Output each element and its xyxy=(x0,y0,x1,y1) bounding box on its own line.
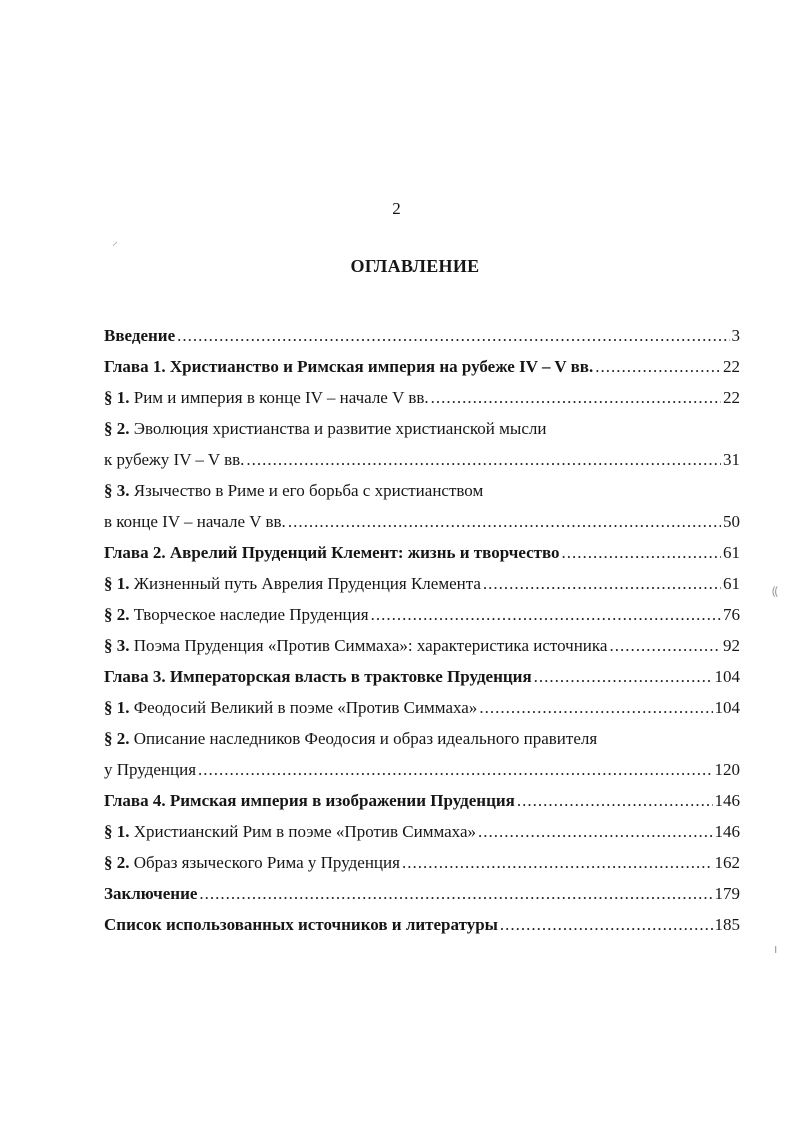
toc-entry-bibliography[interactable] xyxy=(104,909,740,940)
section-mark: § 2. xyxy=(104,729,130,748)
toc-leader-dots xyxy=(479,692,712,723)
section-mark: § 2. xyxy=(104,605,130,624)
toc-entry-introduction[interactable] xyxy=(104,320,740,351)
toc-entry-title: Эволюция христианства и развитие христианской мысли xyxy=(133,419,547,438)
toc-entry-page: 162 xyxy=(714,853,740,872)
toc-entry-title: Введение xyxy=(104,326,176,345)
toc-entry-chapter-1[interactable] xyxy=(104,351,740,382)
section-mark: § 3. xyxy=(104,636,130,655)
toc-entry-section-2-2[interactable] xyxy=(104,599,740,630)
toc-leader-dots xyxy=(562,537,721,568)
toc-entry-page: 120 xyxy=(714,760,740,779)
toc-leader-dots xyxy=(371,599,721,630)
toc-entry-page: 61 xyxy=(723,543,740,562)
toc-entry-page: 22 xyxy=(723,388,740,407)
toc-leader-dots xyxy=(246,444,721,475)
section-mark: § 2. xyxy=(104,853,130,872)
toc-entry-chapter-3[interactable] xyxy=(104,661,740,692)
toc-entry-conclusion[interactable] xyxy=(104,878,740,909)
toc-entry-page: 146 xyxy=(714,791,740,810)
section-mark: § 1. xyxy=(104,388,130,407)
toc-entry-page: 104 xyxy=(714,698,740,717)
toc-entry-title: Глава 1. Христианство и Римская империя на рубеже IV – V вв. xyxy=(104,357,594,376)
toc-entry-page: 3 xyxy=(731,326,740,345)
toc-entry-page: 104 xyxy=(714,667,740,686)
toc-leader-dots xyxy=(534,661,713,692)
toc-entry-title-continuation: к рубежу IV – V вв. xyxy=(104,450,245,469)
toc-title: ОГЛАВЛЕНИЕ xyxy=(350,256,480,276)
toc-entry-chapter-4[interactable] xyxy=(104,785,740,816)
toc-leader-dots xyxy=(609,630,721,661)
toc-leader-dots xyxy=(431,382,721,413)
toc-entry-title: Рим и империя в конце IV – начале V вв. xyxy=(133,388,429,407)
toc-leader-dots xyxy=(177,320,729,351)
toc-entry-chapter-2[interactable] xyxy=(104,537,740,568)
scan-artifact: ı xyxy=(774,942,778,956)
toc-entry-title: Язычество в Риме и его борьба с христианством xyxy=(133,481,484,500)
toc-entry-section-1-3[interactable] xyxy=(104,475,740,506)
toc-leader-dots xyxy=(198,754,712,785)
toc-entry-section-1-2[interactable] xyxy=(104,413,740,444)
toc-entry-section-2-3[interactable] xyxy=(104,630,740,661)
toc-leader-dots xyxy=(199,878,712,909)
toc-leader-dots xyxy=(500,909,713,940)
toc-entry-page: 50 xyxy=(723,512,740,531)
toc-entry-page: 92 xyxy=(723,636,740,655)
section-mark: § 3. xyxy=(104,481,130,500)
section-mark: § 1. xyxy=(104,574,130,593)
toc-entry-section-3-1[interactable] xyxy=(104,692,740,723)
section-mark: § 2. xyxy=(104,419,130,438)
toc-entry-section-4-2[interactable] xyxy=(104,847,740,878)
toc-entry-title: Глава 3. Императорская власть в трактовке Пруденция xyxy=(104,667,532,686)
toc-entry-page: 76 xyxy=(723,605,740,624)
toc-entry-title: Творческое наследие Пруденция xyxy=(133,605,369,624)
toc-entry-title: Заключение xyxy=(104,884,198,903)
toc-entry-section-1-3-cont[interactable] xyxy=(104,506,740,537)
toc-leader-dots xyxy=(478,816,713,847)
scan-artifact: ⸝ xyxy=(112,234,119,248)
toc-entry-section-2-1[interactable] xyxy=(104,568,740,599)
toc-entry-title: Описание наследников Феодосия и образ идеального правителя xyxy=(133,729,598,748)
toc-entry-section-3-2-cont[interactable] xyxy=(104,754,740,785)
toc-entry-title: Жизненный путь Аврелия Пруденция Клемента xyxy=(133,574,481,593)
section-mark: § 1. xyxy=(104,822,130,841)
toc-entry-page: 22 xyxy=(723,357,740,376)
toc-entry-title-continuation: у Пруденция xyxy=(104,760,197,779)
toc-entry-page: 179 xyxy=(714,884,740,903)
toc-entry-section-1-1[interactable] xyxy=(104,382,740,413)
table-of-contents xyxy=(104,320,740,940)
toc-leader-dots xyxy=(402,847,713,878)
toc-entry-section-4-1[interactable] xyxy=(104,816,740,847)
toc-entry-page: 61 xyxy=(723,574,740,593)
toc-entry-title: Образ языческого Рима у Пруденция xyxy=(133,853,400,872)
toc-entry-title: Глава 2. Аврелий Пруденций Клемент: жизнь и творчество xyxy=(104,543,560,562)
toc-entry-page: 185 xyxy=(714,915,740,934)
section-mark: § 1. xyxy=(104,698,130,717)
toc-entry-title: Христианский Рим в поэме «Против Симмаха» xyxy=(133,822,476,841)
toc-entry-title: Список использованных источников и литературы xyxy=(104,915,498,934)
toc-leader-dots xyxy=(483,568,721,599)
toc-entry-page: 146 xyxy=(714,822,740,841)
toc-entry-title-continuation: в конце IV – начале V вв. xyxy=(104,512,286,531)
page-number: 2 xyxy=(392,199,401,218)
scan-artifact: ⸨ xyxy=(772,584,779,598)
toc-entry-section-1-2-cont[interactable] xyxy=(104,444,740,475)
toc-leader-dots xyxy=(595,351,721,382)
toc-entry-section-3-2[interactable] xyxy=(104,723,740,754)
toc-entry-page: 31 xyxy=(723,450,740,469)
toc-entry-title: Поэма Пруденция «Против Симмаха»: характеристика источника xyxy=(133,636,608,655)
toc-entry-title: Глава 4. Римская империя в изображении Пруденция xyxy=(104,791,515,810)
toc-leader-dots xyxy=(517,785,713,816)
toc-leader-dots xyxy=(288,506,721,537)
toc-entry-title: Феодосий Великий в поэме «Против Симмаха» xyxy=(133,698,478,717)
